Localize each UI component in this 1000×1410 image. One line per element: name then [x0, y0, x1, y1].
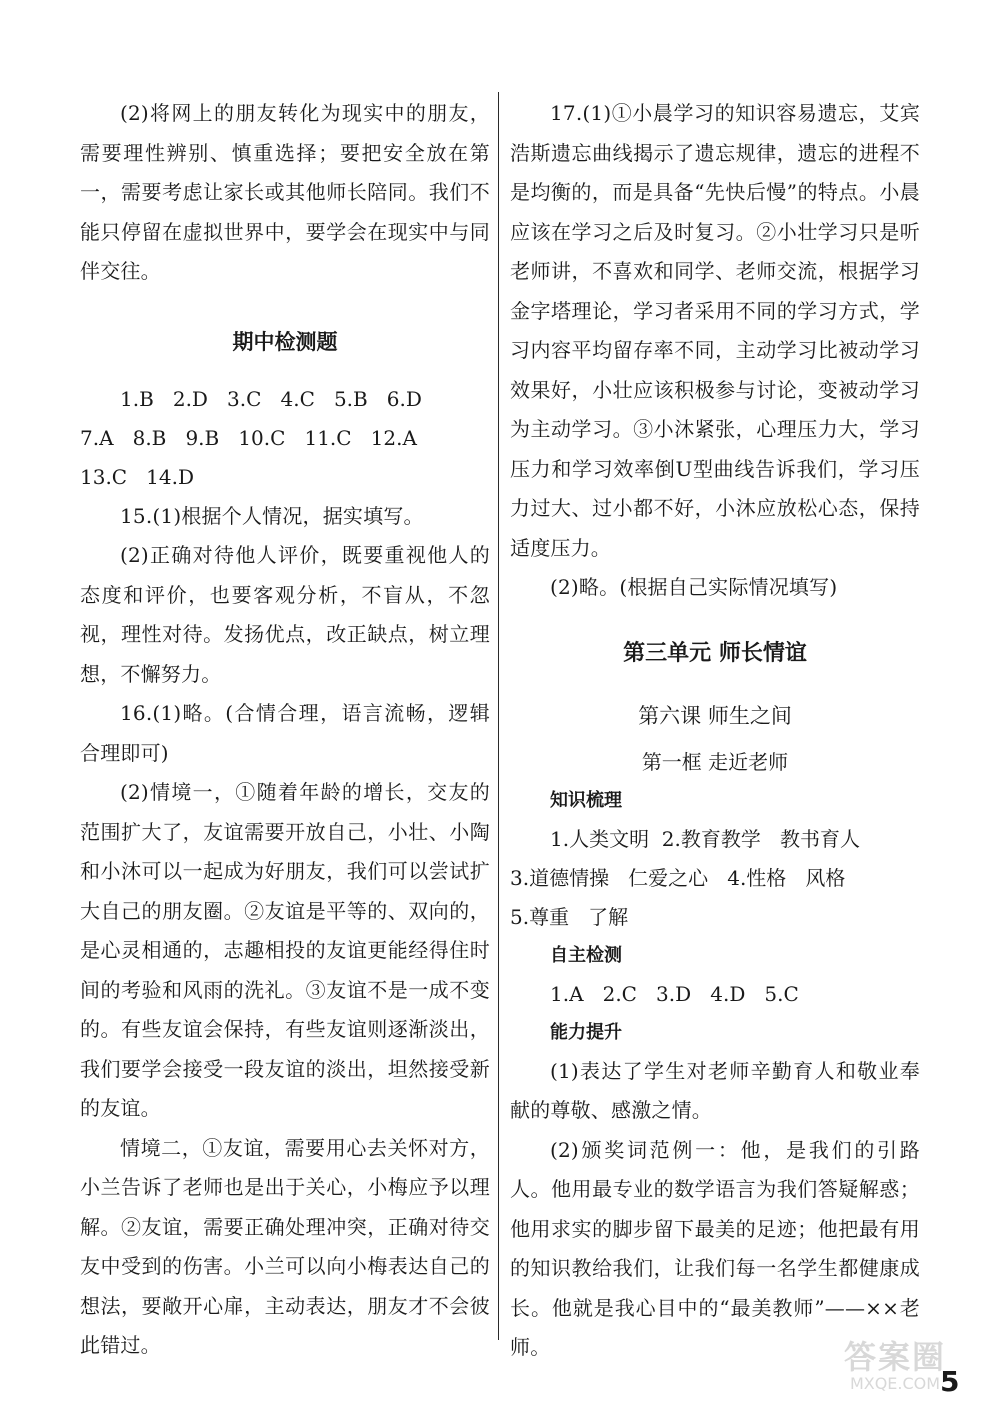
midterm-title: 期中检测题	[232, 329, 338, 354]
answer-paragraph: 16.(1)略。(合情合理，语言流畅，逻辑合理即可)	[80, 701, 490, 765]
right-column	[510, 94, 920, 1368]
answer-row: 3.道德情操 仁爱之心 4.性格 风格	[510, 865, 846, 890]
answer-paragraph: (1)表达了学生对老师辛勤育人和敬业奉献的尊敬、感激之情。	[510, 1058, 920, 1122]
unit-title: 第三单元 师长情谊	[623, 640, 807, 666]
answer-paragraph: (2)将网上的朋友转化为现实中的朋友，需要理性辨别、慎重选择；要把安全放在第一，需要考虑让家长或其他师长陪同。我们不能只停留在虚拟世界中，要学会在现实中与同伴交往。	[80, 101, 490, 283]
answer-paragraph: 情境二，①友谊，需要用心去关怀对方，小兰告诉了老师也是出于关心，小梅应予以理解。②友谊，需要正确处理冲突，正确对待交友中受到的伤害。小兰可以向小梅表达自己的想法，要敞开心扉，主动表达，朋友才不会彼此错过。	[80, 1135, 490, 1357]
watermark-text: 答案圈	[843, 1338, 946, 1376]
answer-paragraph: (2)颁奖词范例一：他，是我们的引路人。他用最专业的数学语言为我们答疑解惑；他用求实的脚步留下最美的足迹；他把最有用的知识教给我们，让我们每一名学生都健康成长。他就是我心目中的“最美教师”——××老师。	[510, 1137, 920, 1359]
section-heading: 知识梳理	[550, 789, 622, 811]
answer-paragraph: 15.(1)根据个人情况，据实填写。	[120, 503, 424, 528]
answer-row: 13.C 14.D	[80, 464, 195, 489]
answer-row: 1.A 2.C 3.D 4.D 5.C	[550, 981, 799, 1006]
answer-row: 7.A 8.B 9.B 10.C 11.C 12.A	[80, 425, 417, 450]
answer-paragraph: (2)情境一，①随着年龄的增长，交友的范围扩大了，友谊需要开放自己，小壮、小陶和小沐可以一起成为好朋友，我们可以尝试扩大自己的朋友圈。②友谊是平等的、双向的，是心灵相通的，志趣相投的友谊更能经得住时间的考验和风雨的洗礼。③友谊不是一成不变的。有些友谊会保持，有些友谊则逐渐淡出，我们要学会接受一段友谊的淡出，坦然接受新的友谊。	[80, 780, 490, 1120]
answer-paragraph: 17.(1)①小晨学习的知识容易遗忘，艾宾浩斯遗忘曲线揭示了遗忘规律，遗忘的进程不是均衡的，而是具备“先快后慢”的特点。小晨应该在学习之后及时复习。②小壮学习只是听老师讲，不喜欢和同学、老师交流，根据学习金字塔理论，学习者采用不同的学习方式，学习内容平均留存率不同，主动学习比被动学习效果好，小壮应该积极参与讨论，变被动学习为主动学习。③小沐紧张，心理压力大，学习压力和学习效率倒U型曲线告诉我们，学习压力过大、过小都不好，小沐应放松心态，保持适度压力。	[510, 101, 920, 560]
column-divider	[498, 92, 499, 1340]
lesson-title: 第六课 师生之间	[638, 703, 792, 728]
left-column	[80, 94, 490, 1366]
answer-row: 5.尊重 了解	[510, 904, 629, 929]
answer-row: 1.人类文明 2.教育教学 教书育人	[550, 826, 860, 851]
watermark-url: MXQE.COM	[849, 1374, 941, 1393]
answer-row: 1.B 2.D 3.C 4.C 5.B 6.D	[120, 386, 422, 411]
page-number: 5	[940, 1365, 960, 1398]
section-heading: 自主检测	[550, 944, 622, 966]
frame-title: 第一框 走近老师	[641, 749, 789, 774]
section-heading: 能力提升	[550, 1021, 622, 1043]
answer-paragraph: (2)正确对待他人评价，既要重视他人的态度和评价，也要客观分析，不盲从，不忽视，理性对待。发扬优点，改正缺点，树立理想，不懈努力。	[80, 543, 490, 686]
answer-paragraph: (2)略。(根据自己实际情况填写)	[550, 575, 838, 599]
